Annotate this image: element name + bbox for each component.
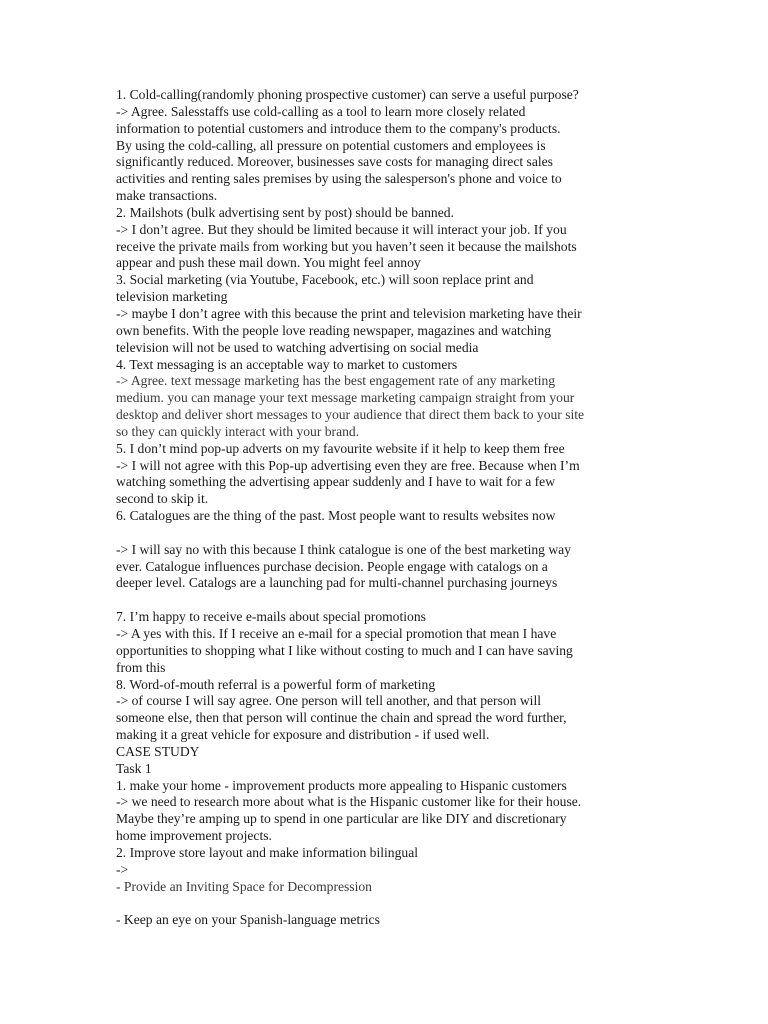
text-line: someone else, then that person will continue the chain and spread the word further, [116, 710, 567, 726]
text-line: receive the private mails from working but you haven’t seen it because the mailshots [116, 238, 577, 254]
text-line: -> I will not agree with this Pop-up advertising even they are free. Because when I’m [116, 457, 580, 473]
text-line: 3. Social marketing (via Youtube, Facebook, etc.) will soon replace print and [116, 272, 534, 288]
text-line: 2. Improve store layout and make information bilingual [116, 844, 419, 860]
text-line: - Provide an Inviting Space for Decompression [116, 878, 372, 894]
text-line: 4. Text messaging is an acceptable way to market to customers [116, 356, 458, 372]
text-line: make transactions. [116, 188, 218, 204]
text-line: 6. Catalogues are the thing of the past. Most people want to results websites now [116, 508, 556, 524]
text-line: so they can quickly interact with your brand. [116, 423, 360, 439]
text-line: -> A yes with this. If I receive an e-mail for a special promotion that mean I have [116, 626, 557, 641]
text-line: information to potential customers and introduce them to the company's products. [116, 120, 561, 136]
text-line: television marketing [116, 289, 228, 305]
text-line: - Keep an eye on your Spanish-language metrics [116, 912, 380, 928]
text-line: own benefits. With the people love reading newspaper, magazines and watching [116, 322, 552, 338]
text-line: medium. you can manage your text message marketing campaign straight from your [116, 390, 575, 406]
text-line: 8. Word-of-mouth referral is a powerful form of marketing [116, 676, 436, 692]
text-line: 1. make your home - improvement products more appealing to Hispanic customers [116, 777, 567, 793]
text-line: -> of course I will say agree. One person will tell another, and that person will [116, 693, 542, 709]
text-line: Maybe they’re amping up to spend in one particular are like DIY and discretionary [116, 811, 567, 827]
text-line: home improvement projects. [116, 828, 272, 844]
text-line: -> I will say no with this because I think catalogue is one of the best marketing way [116, 541, 572, 557]
text-line: deeper level. Catalogs are a launching pad for multi-channel purchasing journeys [116, 575, 558, 591]
text-line: -> maybe I don’t agree with this because the print and television marketing have their [116, 305, 582, 321]
text-line: 5. I don’t mind pop-up adverts on my favourite website if it help to keep them free [116, 440, 565, 456]
text-line: second to skip it. [116, 491, 209, 507]
text-line: from this [116, 659, 166, 675]
text-line: By using the cold-calling, all pressure on potential customers and employees is [116, 137, 546, 153]
text-line: -> [116, 861, 129, 877]
text-line: making it a great vehicle for exposure and distribution - if used well. [116, 727, 490, 743]
text-line: CASE STUDY [116, 743, 200, 759]
text-line: ever. Catalogue influences purchase decision. People engage with catalogs on a [116, 558, 548, 574]
text-line: 2. Mailshots (bulk advertising sent by post) should be banned. [116, 204, 454, 220]
text-line: -> I don’t agree. But they should be limited because it will interact your job. If you [116, 221, 567, 237]
text-line: desktop and deliver short messages to your audience that direct them back to your site [116, 407, 585, 423]
text-line: 1. Cold-calling(randomly phoning prospective customer) can serve a useful purpose? [116, 87, 579, 102]
text-line: opportunities to shopping what I like without costing to much and I can have saving [116, 642, 573, 658]
text-line: watching something the advertising appear suddenly and I have to wait for a few [116, 474, 556, 490]
text-line: appear and push these mail down. You might feel annoy [116, 255, 421, 271]
text-line: television will not be used to watching advertising on social media [116, 339, 479, 355]
text-line: activities and renting sales premises by using the salesperson's phone and voice to [116, 171, 562, 187]
blank-line [116, 592, 656, 609]
text-line: Task 1 [116, 760, 152, 776]
text-line: significantly reduced. Moreover, businesses save costs for managing direct sales [116, 154, 553, 170]
text-line: -> we need to research more about what is the Hispanic customer like for their house. [116, 794, 582, 810]
document-body [116, 87, 656, 929]
blank-line [116, 525, 656, 542]
text-line: -> Agree. Salesstaffs use cold-calling as a tool to learn more closely related [116, 103, 526, 119]
blank-line [116, 896, 656, 913]
text-line: 7. I’m happy to receive e-mails about special promotions [116, 609, 426, 625]
text-line: -> Agree. text message marketing has the best engagement rate of any marketing [116, 373, 556, 389]
